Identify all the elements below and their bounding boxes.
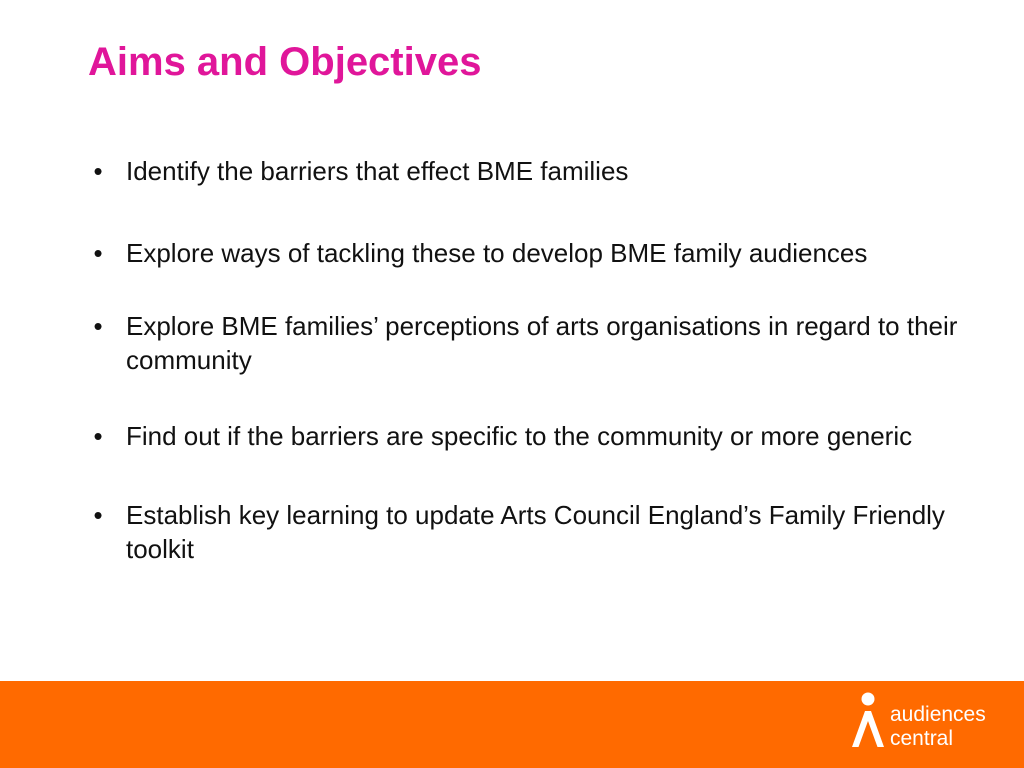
page-title: Aims and Objectives (88, 40, 482, 84)
bullet-icon: • (93, 238, 103, 268)
bullet-text: Find out if the barriers are specific to the community or more generic (126, 421, 913, 451)
list-item (88, 236, 988, 270)
logo-line-audiences: audiences (890, 703, 986, 726)
bullet-text: Explore BME families’ perceptions of arts organisations in regard to their community (126, 311, 958, 375)
logo-line-central: central (890, 727, 954, 750)
list-item (88, 419, 988, 453)
bullet-icon: • (93, 421, 103, 451)
bullet-text: Explore ways of tackling these to develop BME family audiences (126, 238, 868, 268)
bullet-icon: • (93, 500, 103, 530)
list-item (88, 309, 988, 377)
logo-wordmark (890, 703, 986, 751)
bullet-text: Identify the barriers that effect BME families (126, 156, 629, 186)
person-icon (848, 689, 888, 749)
list-item (88, 498, 988, 566)
bullet-icon: • (93, 311, 103, 341)
bullet-icon: • (93, 156, 103, 186)
list-item (88, 154, 988, 188)
bullet-text: Establish key learning to update Arts Council England’s Family Friendly toolkit (126, 500, 945, 564)
audiences-central-logo (848, 689, 1008, 755)
bullet-list (88, 154, 988, 606)
